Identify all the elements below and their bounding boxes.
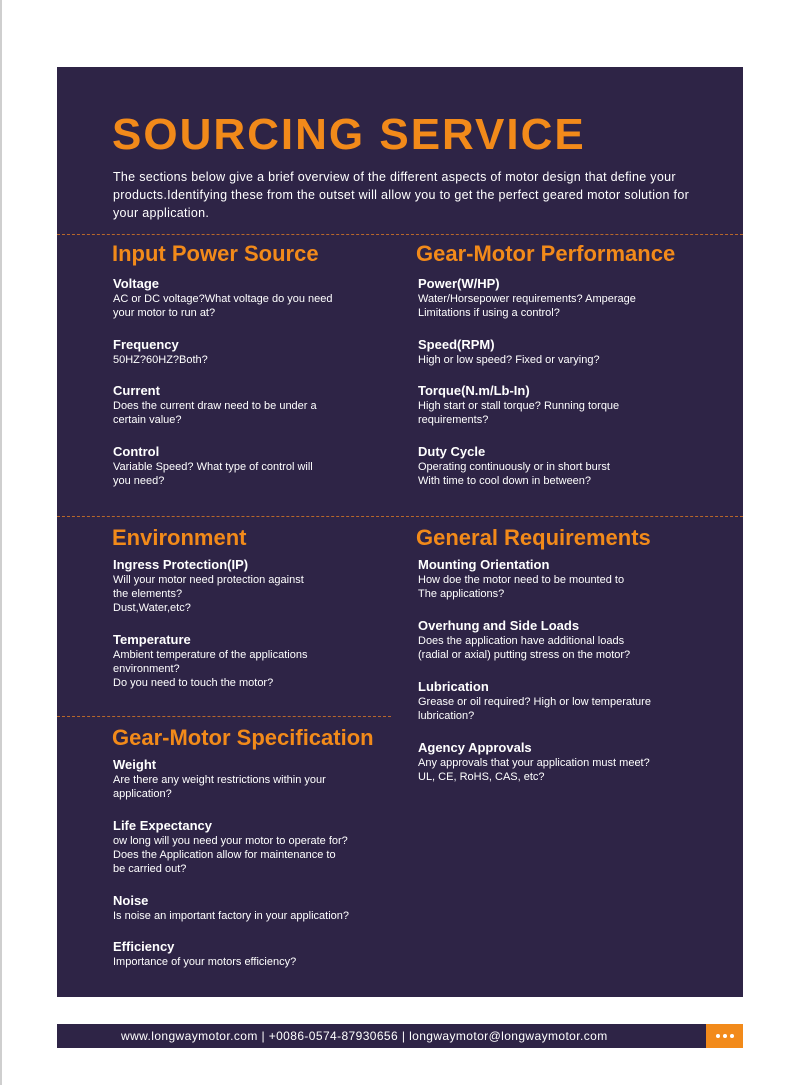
- item-text: High or low speed? Fixed or varying?: [418, 354, 600, 366]
- item-text: Does the current draw need to be under a certain value?: [113, 400, 317, 426]
- item-head: Control: [113, 444, 160, 459]
- more-dots-icon: [706, 1024, 743, 1048]
- item-weight: [113, 756, 398, 801]
- item-life-expectancy: [113, 817, 398, 876]
- item-head: Weight: [113, 757, 157, 772]
- item-text: Any approvals that your application must meet? UL, CE, RoHS, CAS, etc?: [418, 757, 650, 783]
- item-head: Ingress Protection(IP): [113, 557, 249, 572]
- section-title-specification: Gear-Motor Specification: [112, 725, 374, 750]
- item-speed: [418, 336, 703, 367]
- page-edge: [0, 0, 2, 1085]
- item-current: [113, 382, 398, 427]
- item-lubrication: [418, 678, 703, 723]
- item-text: 50HZ?60HZ?Both?: [113, 354, 208, 366]
- item-head: Torque(N.m/Lb-In): [418, 383, 530, 398]
- item-text: Grease or oil required? High or low temperature lubrication?: [418, 696, 651, 722]
- item-text: How doe the motor need to be mounted to The applications?: [418, 574, 625, 600]
- section-title-performance: Gear-Motor Performance: [416, 241, 676, 266]
- dot-icon: [723, 1034, 727, 1038]
- item-head: Lubrication: [418, 679, 489, 694]
- item-text: Does the application have additional loads (radial or axial) putting stress on the motor?: [418, 635, 631, 661]
- item-mounting-orientation: [418, 556, 703, 601]
- item-text: Is noise an important factory in your application?: [113, 910, 350, 922]
- dot-icon: [716, 1034, 720, 1038]
- item-text: Are there any weight restrictions within your application?: [113, 774, 326, 800]
- item-efficiency: [113, 938, 398, 969]
- section-title-general: General Requirements: [416, 525, 651, 550]
- dot-icon: [730, 1034, 734, 1038]
- item-control: [113, 443, 398, 488]
- item-text: Operating continuously or in short burst With time to cool down in between?: [418, 461, 610, 487]
- item-head: Frequency: [113, 337, 179, 352]
- item-noise: [113, 892, 398, 923]
- item-head: Noise: [113, 893, 149, 908]
- item-head: Speed(RPM): [418, 337, 495, 352]
- item-text: High start or stall torque? Running torque requirements?: [418, 400, 620, 426]
- item-text: ow long will you need your motor to operate for? Does the Application allow for maintenance to be carried out?: [113, 835, 348, 875]
- intro-paragraph: The sections below give a brief overview of the different aspects of motor design that define your products.Identifying these from the outset will allow you to get the perfect geared motor solution for your application.: [113, 170, 690, 220]
- item-agency-approvals: [418, 739, 703, 784]
- divider-middle: [57, 516, 743, 517]
- item-torque: [418, 382, 703, 427]
- item-text: Water/Horsepower requirements? Amperage Limitations if using a control?: [418, 293, 636, 319]
- item-text: Will your motor need protection against the elements? Dust,Water,etc?: [113, 574, 304, 614]
- item-text: Ambient temperature of the applications environment? Do you need to touch the motor?: [113, 649, 308, 689]
- divider-left-lower: [57, 716, 391, 717]
- item-head: Voltage: [113, 276, 159, 291]
- footer-bar: [57, 1024, 743, 1048]
- item-frequency: [113, 336, 398, 367]
- item-head: Agency Approvals: [418, 740, 532, 755]
- footer-contact: www.longwaymotor.com | +0086-0574-87930656 | longwaymotor@longwaymotor.com: [121, 1029, 608, 1043]
- section-title-environment: Environment: [112, 525, 247, 550]
- item-voltage: [113, 275, 398, 320]
- item-power: [418, 275, 703, 320]
- item-overhung-side-loads: [418, 617, 703, 662]
- item-head: Efficiency: [113, 939, 175, 954]
- item-head: Life Expectancy: [113, 818, 212, 833]
- item-head: Current: [113, 383, 160, 398]
- item-head: Duty Cycle: [418, 444, 486, 459]
- item-temperature: [113, 631, 398, 690]
- item-text: Variable Speed? What type of control will you need?: [113, 461, 313, 487]
- item-head: Overhung and Side Loads: [418, 618, 580, 633]
- section-title-input-power: Input Power Source: [112, 241, 319, 266]
- page-title: SOURCING SERVICE: [112, 110, 586, 159]
- item-text: AC or DC voltage?What voltage do you need your motor to run at?: [113, 293, 333, 319]
- divider-top: [57, 234, 743, 235]
- item-head: Mounting Orientation: [418, 557, 550, 572]
- item-text: Importance of your motors efficiency?: [113, 956, 297, 968]
- item-head: Power(W/HP): [418, 276, 500, 291]
- item-head: Temperature: [113, 632, 191, 647]
- item-ingress-protection: [113, 556, 398, 615]
- item-duty-cycle: [418, 443, 703, 488]
